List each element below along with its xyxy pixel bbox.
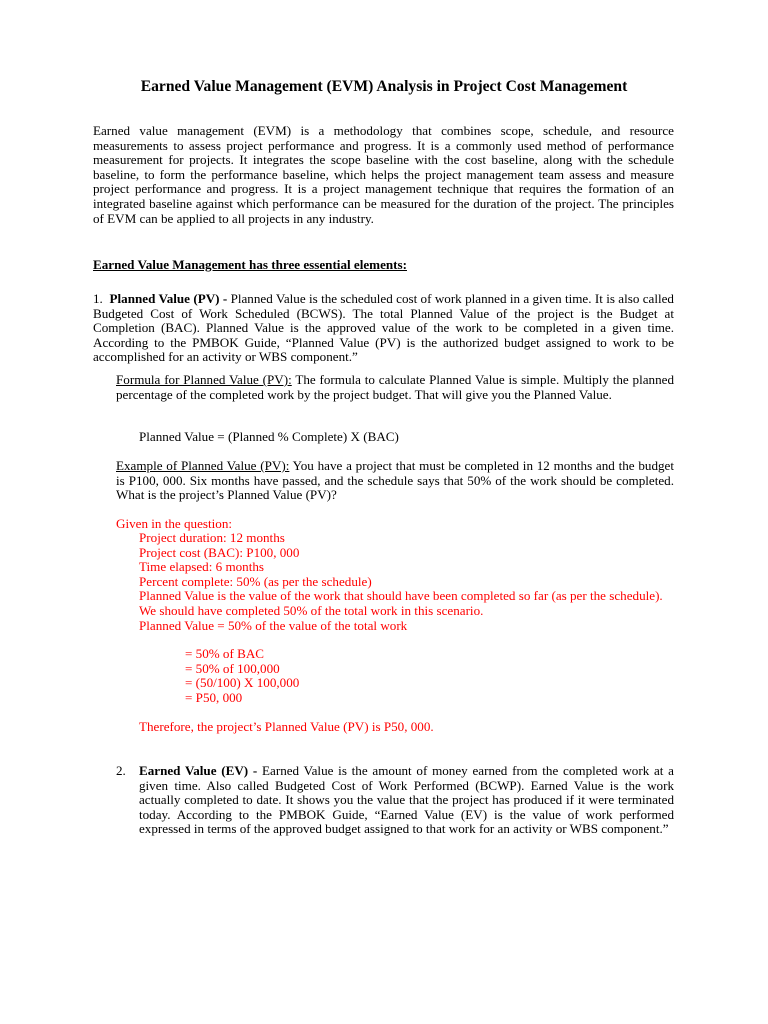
elements-heading: Earned Value Management has three essential elements: (93, 257, 407, 272)
given-line: We should have completed 50% of the total work in this scenario. (139, 602, 484, 618)
given-list (139, 531, 674, 633)
earned-value-definition: Earned Value is the amount of money earned from the completed work at a given time. Also called Budgeted Cost of Work Performed (BCWP). Earned Value is the work actually completed to date. It shows you the value that the project has produced if it were terminated today. According to the PMBOK Guide, “Earned Value (EV) is the value of work performed expressed in terms of the approved budget assigned to that work for an activity or WBS component.” (139, 763, 674, 837)
earned-value-item (139, 764, 674, 837)
pv-formula-label: Formula for Planned Value (PV): (116, 372, 292, 387)
pv-formula-paragraph (116, 373, 674, 402)
given-line: Planned Value = 50% of the value of the total work (139, 617, 408, 633)
calc-line: = (50/100) X 100,000 (185, 675, 300, 691)
given-line: Time elapsed: 6 months (139, 559, 264, 575)
pv-formula-text: The formula to calculate Planned Value is simple. Multiply the planned percentage of the completed work by the project budget. That will give you the Planned Value. (116, 372, 674, 402)
planned-value-item (93, 292, 674, 365)
item2-number: 2. (116, 763, 126, 778)
calc-line: = P50, 000 (185, 689, 243, 705)
given-line: Planned Value is the value of the work that should have been completed so far (as per the schedule). (139, 588, 663, 604)
pv-example-label: Example of Planned Value (PV): (116, 458, 290, 473)
intro-paragraph (93, 124, 674, 226)
earned-value-term: Earned Value (EV) - (139, 763, 258, 778)
given-line: Project cost (BAC): P100, 000 (139, 544, 300, 560)
earned-value-paragraph (139, 764, 674, 837)
document-title: Earned Value Management (EVM) Analysis in Project Cost Management (140, 78, 628, 95)
pv-conclusion: Therefore, the project’s Planned Value (PV) is P50, 000. (139, 719, 434, 734)
planned-value-paragraph (93, 292, 674, 365)
given-label: Given in the question: (116, 516, 233, 531)
item1-number: 1. (93, 291, 103, 306)
pv-formula: Planned Value = (Planned % Complete) X (BAC) (139, 429, 399, 444)
planned-value-definition: Planned Value is the scheduled cost of work planned in a given time. It is also called Budgeted Cost of Work Scheduled (BCWS). The total Planned Value of the project is the Budget at Completion (BAC). Planned Value is the approved value of the work to be completed in a given time. According to the PMBOK Guide, “Planned Value (PV) is the authorized budget assigned to work to be accomplished for an activity or WBS component.” (93, 291, 674, 365)
calculation-steps (185, 647, 299, 705)
pv-example-text: You have a project that must be completed in 12 months and the budget is P100, 000. Six months have passed, and the schedule says that 50% of the work should be completed. What is the project’s Planned Value (PV)? (116, 458, 674, 503)
planned-value-term: Planned Value (PV) - (109, 291, 228, 306)
pv-example-paragraph (116, 459, 674, 503)
calc-line: = 50% of BAC (185, 646, 265, 661)
given-line: Percent complete: 50% (as per the schedule) (139, 573, 372, 589)
given-line: Project duration: 12 months (139, 530, 285, 545)
calc-line: = 50% of 100,000 (185, 660, 280, 676)
intro-text: Earned value management (EVM) is a methodology that combines scope, schedule, and resource measurements to assess project performance and progress. It is a commonly used method of performance measurement for projects. It integrates the scope baseline with the cost baseline, along with the schedule baseline, to form the performance baseline, which helps the project management team assess and measure project performance and progress. It is a project management technique that requires the formation of an integrated baseline against which performance can be measured for the duration of the project. The principles of EVM can be applied to all projects in any industry. (93, 123, 674, 226)
